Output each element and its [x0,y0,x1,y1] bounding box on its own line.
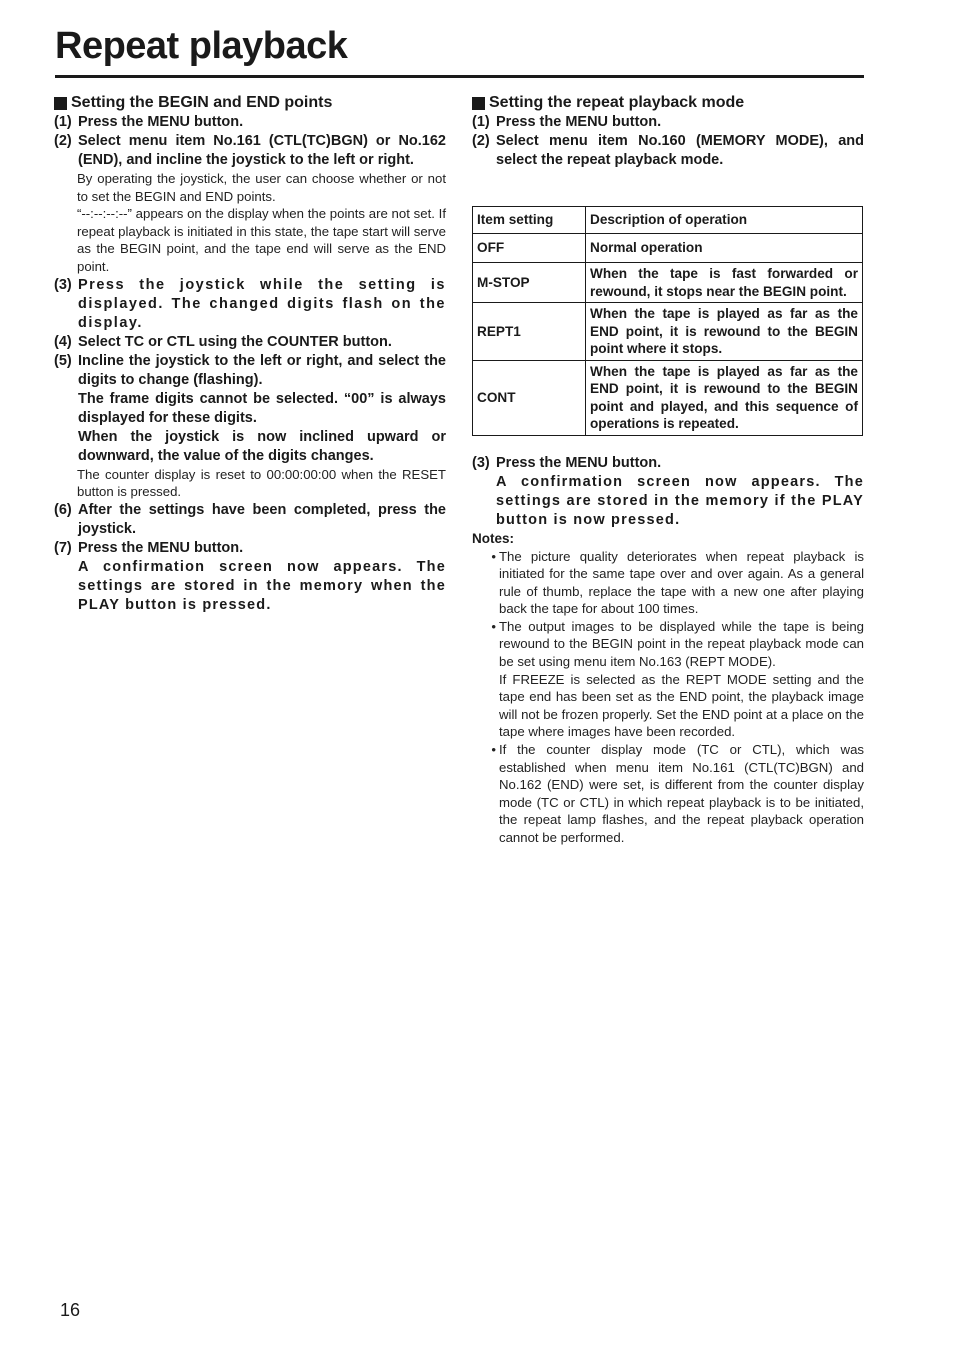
table-cell-description: When the tape is fast forwarded or rewound, it stops near the BEGIN point. [586,263,863,303]
step-text: Press the MENU button. [78,114,244,130]
table-cell-description: When the tape is played as far as the END point, it is rewound to the BEGIN point where it stops. [586,303,863,361]
table-cell-item: REPT1 [473,303,586,361]
bullet-icon: • [491,548,496,564]
step-2 [472,132,864,170]
left-column [54,93,446,615]
table-cell-item: CONT [473,360,586,435]
note-item [472,741,864,847]
table-header-item: Item setting [473,207,586,234]
step-text: Press the joystick while the setting is displayed. The changed digits flash on the display. [78,276,446,331]
step-text: Incline the joystick to the left or right, and select the digits to change (flashing). [78,352,446,388]
step-6 [54,501,446,539]
section-heading-text: Setting the repeat playback mode [489,94,745,111]
step-number: (5) [54,352,72,369]
step-number: (3) [54,276,72,293]
step-number: (2) [54,133,72,149]
table-row [473,234,863,263]
square-bullet-icon [54,97,67,110]
step-7-confirmation-note: A confirmation screen now appears. The settings are stored in the memory when the PLAY button is pressed. [78,558,446,613]
step-3-confirmation-note: A confirmation screen now appears. The settings are stored in the memory if the PLAY button is now pressed. [496,473,864,528]
bullet-icon: • [491,618,496,634]
note-item [472,618,864,671]
step-3 [54,276,446,333]
step-1 [472,113,864,132]
step-3 [472,454,864,473]
notes-label: Notes: [472,530,515,546]
table-cell-item: M-STOP [473,263,586,303]
step-5-frame-digits-note: The frame digits cannot be selected. “00” is always displayed for these digits. [78,390,446,426]
step-2 [54,132,446,170]
step-1 [54,113,446,132]
step-2-note-unset-points: “--:--:--:--” appears on the display when the points are not set. If repeat playback is initiated in this state, the tape start will serve as the BEGIN point, and the tape end will serve as the END point. [77,206,446,274]
step-5-reset-note: The counter display is reset to 00:00:00:00 when the RESET button is pressed. [77,466,446,500]
step-number: (3) [472,454,490,471]
step-text: Press the MENU button. [496,114,662,130]
step-number: (1) [472,114,490,130]
step-text: After the settings have been completed, press the joystick. [78,501,446,537]
section-heading-text: Setting the BEGIN and END points [71,94,333,111]
step-text: Select TC or CTL using the COUNTER button. [78,333,392,350]
step-number: (1) [54,114,72,130]
title-divider [55,75,864,78]
section-heading-begin-end [54,93,446,113]
step-number: (6) [54,501,72,518]
table-cell-item: OFF [473,234,586,263]
table-header-row [473,207,863,234]
step-4 [54,333,446,352]
table-row [473,360,863,435]
step-text: Select menu item No.161 (CTL(TC)BGN) or No.162 (END), and incline the joystick to the left or right. [78,133,446,168]
table-row [473,263,863,303]
note-text: The output images to be displayed while the tape is being rewound to the BEGIN point in the repeat playback mode can be set using menu item No.163 (REPT MODE). [499,618,864,670]
note-text: If the counter display mode (TC or CTL), which was established when menu item No.161 (CTL(TC)BGN) and No.162 (END) were set, is different from the counter display mode (TC or CTL) in which repeat playback is to be initiated, the repeat lamp flashes, and the repeat playback operation cannot be performed. [499,742,864,845]
step-text: Select menu item No.160 (MEMORY MODE), and select the repeat playback mode. [496,133,864,168]
square-bullet-icon [472,97,485,110]
right-column [472,93,864,847]
section-heading-repeat-mode [472,93,864,113]
table-cell-description: Normal operation [586,234,863,263]
bullet-icon: • [491,742,496,758]
table-row [473,303,863,361]
step-5-joystick-note: When the joystick is now inclined upward or downward, the value of the digits changes. [78,428,446,464]
step-5 [54,352,446,390]
step-2-note-joystick: By operating the joystick, the user can choose whether or not to set the BEGIN and END points. [77,171,446,204]
step-7 [54,539,446,558]
page-title: Repeat playback [55,25,348,67]
step-number: (4) [54,333,72,350]
note-continuation: If FREEZE is selected as the REPT MODE setting and the tape end has been set as the END point, the playback image will not be frozen properly. Set the END point at a place on the tape where images have been recorded. [499,671,864,740]
step-number: (7) [54,539,72,556]
table-header-description: Description of operation [586,207,863,234]
table-cell-description: When the tape is played as far as the END point, it is rewound to the BEGIN point and played, and this sequence of operations is repeated. [586,360,863,435]
step-number: (2) [472,133,490,149]
step-text: Press the MENU button. [78,539,244,556]
step-text: Press the MENU button. [496,454,662,471]
note-text: The picture quality deteriorates when repeat playback is initiated for the same tape over and over again. As a general rule of thumb, replace the tape with a new one after playing back the tape for about 100 times. [499,548,864,617]
note-item [472,548,864,618]
repeat-mode-table [472,206,863,436]
page-number: 16 [60,1300,81,1320]
